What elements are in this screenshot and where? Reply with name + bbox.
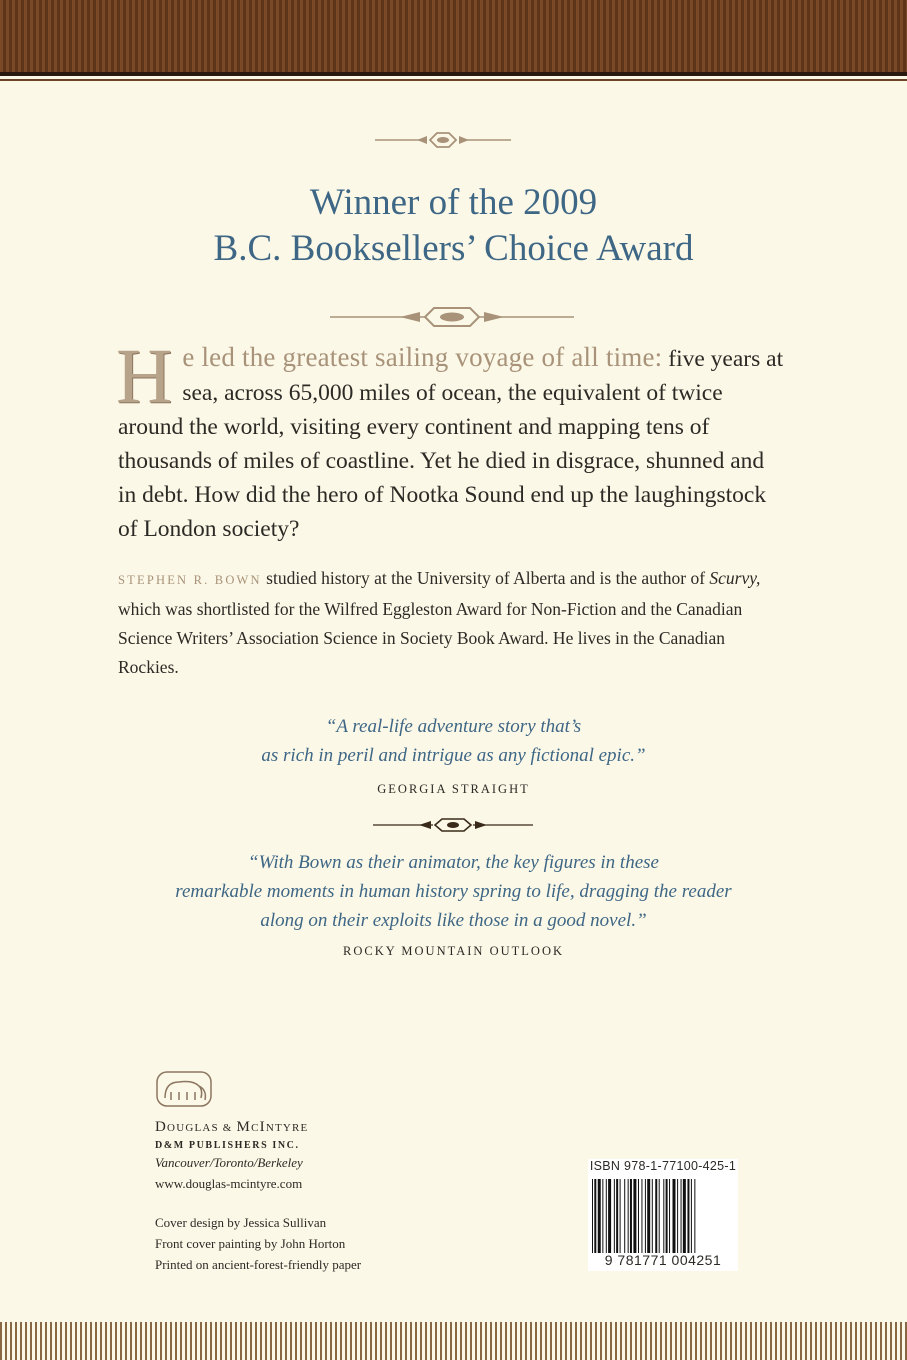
barcode-bar [628,1179,629,1253]
review-source-1: GEORGIA STRAIGHT [377,782,530,796]
barcode [588,1159,738,1271]
publisher-block [155,1070,485,1192]
description-first-line: e led the greatest sailing voyage of all time: [182,342,663,372]
barcode-bar [616,1179,618,1253]
author-name: STEPHEN R. BOWN [118,573,262,587]
publisher-subtitle: D&M PUBLISHERS INC. [155,1140,300,1151]
flourish-ornament-small [373,816,533,834]
barcode-bar [659,1179,660,1253]
top-rule [0,72,907,76]
isbn-label: ISBN 978-1-77100-425-1 [589,1159,737,1173]
publisher-name: DOUGLAS & MCINTYRE [155,1119,309,1135]
review-quote-2 [0,848,907,935]
book-description [116,332,788,546]
barcode-bar [647,1179,650,1253]
award-line-1: Winner of the 2009 [309,182,598,223]
barcode-bar [624,1179,625,1253]
barcode-bar [663,1179,664,1253]
flourish-ornament-top [375,130,511,150]
barcode-bar [691,1179,692,1253]
quote-2-line-2: remarkable moments in human history spring to life, dragging the reader [175,881,732,902]
barcode-bar [677,1179,678,1253]
bottom-decorative-band [0,1322,907,1360]
publisher-cities: Vancouver/Toronto/Berkeley [155,1155,303,1170]
credit-line-1: Cover design by Jessica Sullivan [155,1215,327,1230]
barcode-bar [666,1179,668,1253]
barcode-bar [602,1179,603,1253]
barcode-bar [652,1179,653,1253]
barcode-bar [645,1179,646,1253]
barcode-bar [592,1179,593,1253]
barcode-bar [694,1179,695,1253]
barcode-bar [683,1179,686,1253]
quote-2-line-1: “With Bown as their animator, the key figures in these [248,852,659,873]
barcode-bar [673,1179,676,1253]
barcode-bar [655,1179,657,1253]
barcode-bar [594,1179,596,1253]
bio-text-1: studied history at the University of Alberta and is the author of [261,568,710,588]
top-rule-thin [0,79,907,81]
barcode-bar [606,1179,607,1253]
author-bio [118,564,788,682]
flourish-ornament-middle [330,305,574,329]
cover-credits [155,1212,361,1275]
bio-text-2: which was shortlisted for the Wilfred Eggleston Award for Non-Fiction and the Canadian Science Writers’ Association Science in Society Book Award. He lives in the Canadian Rockies. [118,599,743,677]
barcode-bar [630,1179,632,1253]
award-line-2: B.C. Booksellers’ Choice Award [213,228,694,269]
credit-line-2: Front cover painting by John Horton [155,1236,346,1251]
book-title: Scurvy, [709,568,761,588]
award-heading [0,180,907,272]
description-body: five years at sea, across 65,000 miles of ocean, the equivalent of twice around the world, visiting every continent and mapping tens of thousands of miles of coastline. Yet he died in disgrace, shunned and in debt. How did the hero of Nootka Sound end up the laughingstock of London society? [118,346,784,542]
credit-line-3: Printed on ancient-forest-friendly paper [155,1257,362,1272]
review-quote-1 [0,712,907,770]
barcode-bar [669,1179,670,1253]
barcode-bar [687,1179,689,1253]
elephant-logo-icon [155,1070,213,1108]
publisher-website: www.douglas-mcintyre.com [155,1176,303,1191]
barcode-digits: 9 781771 004251 [604,1252,722,1268]
drop-cap: H [116,332,173,419]
top-decorative-band [0,0,907,72]
barcode-bar [608,1179,611,1253]
barcode-bar [620,1179,621,1253]
barcode-bar [681,1179,682,1253]
barcode-bar [638,1179,639,1253]
barcode-bar [598,1179,601,1253]
barcode-bar [614,1179,615,1253]
review-source-2: ROCKY MOUNTAIN OUTLOOK [343,944,564,958]
quote-2-line-3: along on their exploits like those in a good novel.” [260,910,647,931]
quote-1-line-2: as rich in peril and intrigue as any fictional epic.” [261,745,646,766]
barcode-bar [641,1179,642,1253]
barcode-bar [633,1179,636,1253]
quote-1-line-1: “A real-life adventure story that’s [325,716,582,737]
barcode-bars [592,1179,734,1253]
